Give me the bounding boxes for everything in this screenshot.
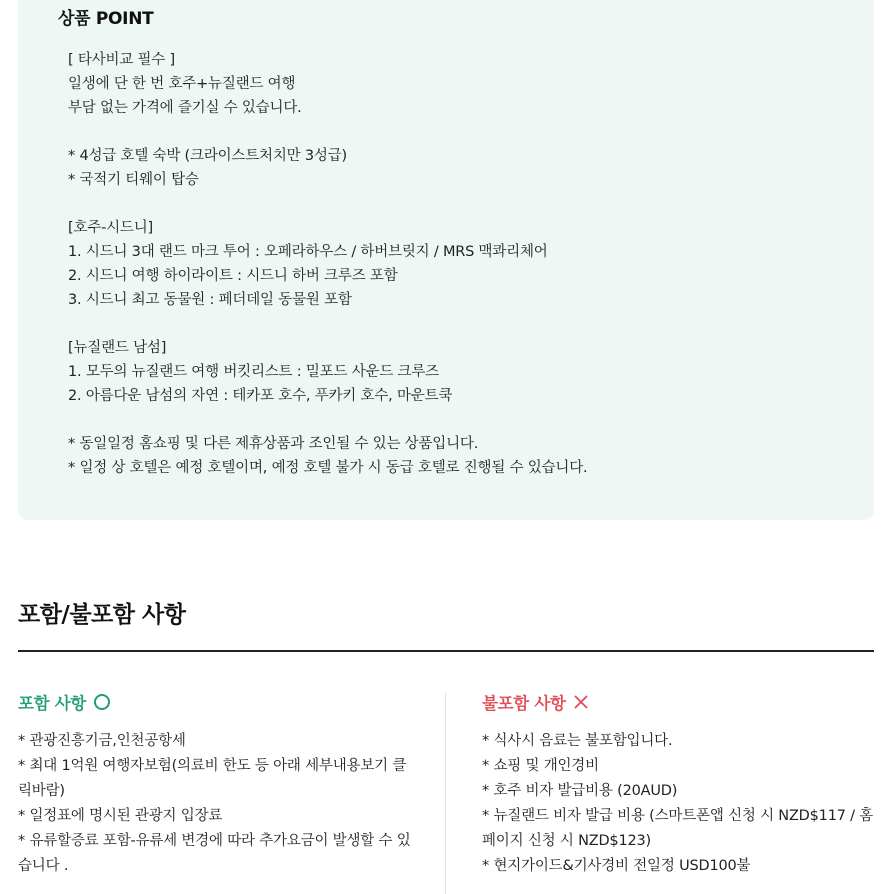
point-line: [뉴질랜드 남섬]	[68, 340, 167, 356]
point-line: 1. 시드니 3대 랜드 마크 투어 : 오페라하우스 / 하버브릿지 / MRS 맥콰리체어	[68, 244, 548, 260]
point-line-spacer	[68, 192, 587, 216]
list-item: * 최대 1억원 여행자보험(의료비 한도 등 아래 세부내용보기 클릭바람)	[18, 758, 407, 799]
list-item: * 일정표에 명시된 관광지 입장료	[18, 808, 223, 824]
included-label: 포함 사항	[18, 694, 87, 713]
list-item: * 쇼핑 및 개인경비	[482, 758, 599, 774]
point-line: [호주-시드니]	[68, 220, 153, 236]
product-point-lines	[68, 48, 587, 480]
list-item: * 현지가이드&기사경비 전일정 USD100불	[482, 858, 751, 874]
section-divider	[18, 650, 874, 652]
point-line: 2. 아름다운 남섬의 자연 : 테카포 호수, 푸카키 호수, 마운트쿡	[68, 388, 453, 404]
column-divider	[445, 692, 446, 894]
point-line-spacer	[68, 120, 587, 144]
point-line: 1. 모두의 뉴질랜드 여행 버킷리스트 : 밀포드 사운드 크루즈	[68, 364, 439, 380]
excluded-heading	[482, 688, 874, 716]
product-point-title: 상품 POINT	[58, 9, 154, 29]
point-line: 3. 시드니 최고 동물원 : 페더데일 동물원 포함	[68, 292, 352, 308]
circle-icon	[94, 694, 110, 710]
point-line: * 국적기 티웨이 탑승	[68, 172, 199, 188]
point-line: * 4성급 호텔 숙박 (크라이스트처치만 3성급)	[68, 148, 347, 164]
point-line: 2. 시드니 여행 하이라이트 : 시드니 하버 크루즈 포함	[68, 268, 398, 284]
inclusions-section-title: 포함/불포함 사항	[18, 602, 186, 628]
included-heading	[18, 688, 418, 716]
list-item: * 호주 비자 발급비용 (20AUD)	[482, 783, 678, 799]
point-line: 일생에 단 한 번 호주+뉴질랜드 여행	[68, 76, 296, 92]
excluded-column	[482, 688, 874, 874]
list-item: * 유류할증료 포함-유류세 변경에 따라 추가요금이 발생할 수 있습니다 .	[18, 833, 411, 874]
included-list	[18, 729, 418, 879]
list-item: * 뉴질랜드 비자 발급 비용 (스마트폰앱 신청 시 NZD$117 / 홈페이지 신청 시 NZD$123)	[482, 808, 874, 849]
list-item: * 관광진흥기금,인천공항세	[18, 733, 186, 749]
excluded-label: 불포함 사항	[482, 694, 566, 713]
point-line-spacer	[68, 312, 587, 336]
list-item: * 식사시 음료는 불포함입니다.	[482, 733, 673, 749]
excluded-list	[482, 729, 874, 879]
point-line: 부담 없는 가격에 즐기실 수 있습니다.	[68, 100, 302, 116]
x-icon	[574, 695, 588, 709]
point-line: [ 타사비교 필수 ]	[68, 52, 175, 68]
point-line-spacer	[68, 408, 587, 432]
point-line: * 동일일정 홈쇼핑 및 다른 제휴상품과 조인될 수 있는 상품입니다.	[68, 436, 479, 452]
included-column	[18, 688, 418, 874]
point-line: * 일정 상 호텔은 예정 호텔이며, 예정 호텔 불가 시 동급 호텔로 진행될 수 있습니다.	[68, 460, 588, 476]
